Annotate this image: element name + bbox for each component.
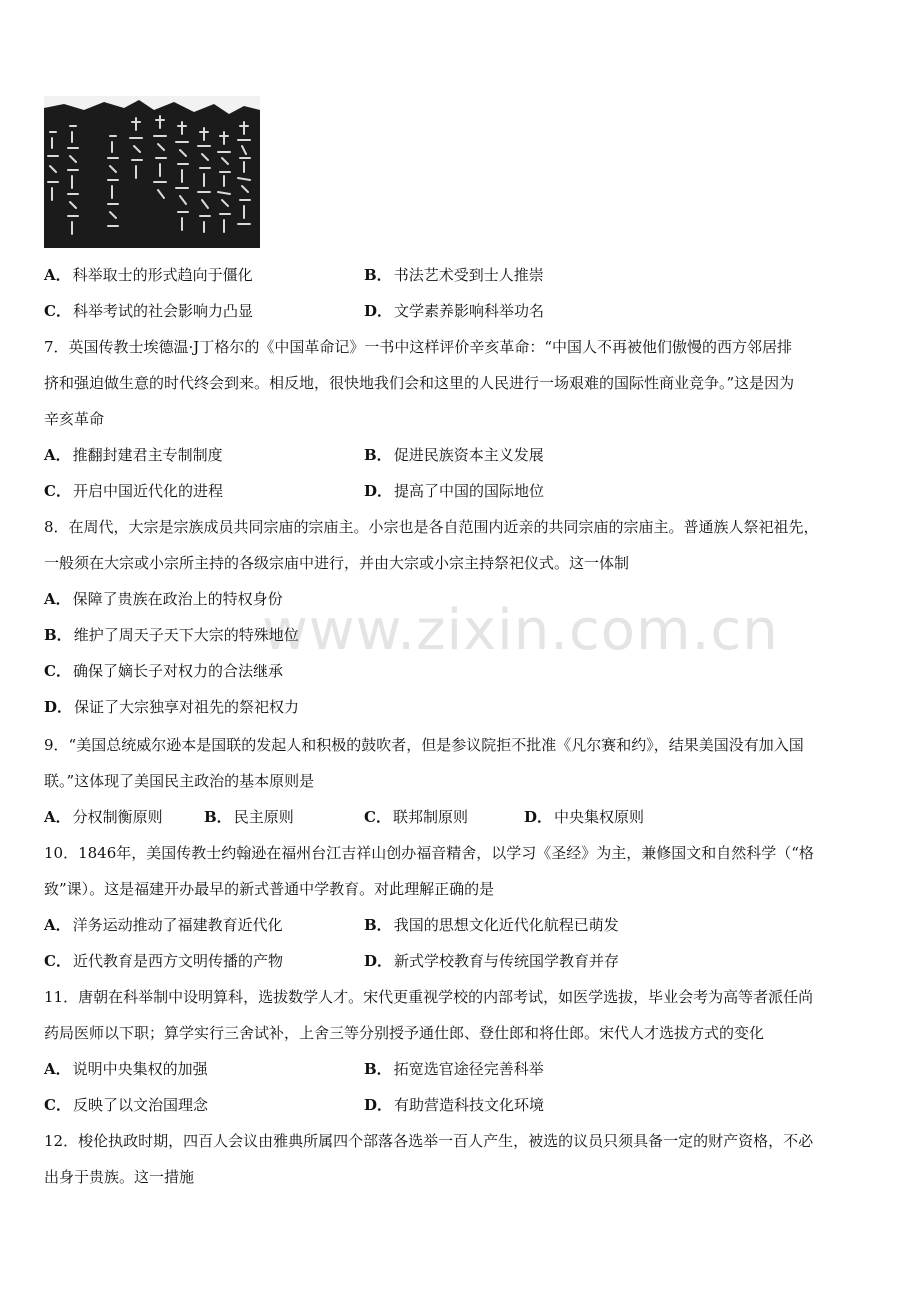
option-text: 科举取士的形式趋向于僵化 (72, 266, 253, 284)
option-c[interactable]: C． 确保了嫡长子对权力的合法继承 (44, 662, 283, 680)
option-b[interactable]: B． 拓宽选官途径完善科举 (364, 1060, 544, 1078)
question-10-line-1: 10．1846年，美国传教士约翰逊在福州台江吉祥山创办福音精舍，以学习《圣经》为主，兼修国文和自然科学（“格 (44, 844, 814, 862)
option-d[interactable]: D． 保证了大宗独享对祖先的祭祀权力 (44, 698, 300, 716)
question-7-line-1: 7．英国传教士埃德温·J丁格尔的《中国革命记》一书中这样评价辛亥革命：“中国人不再被他们傲慢的西方邻居排 (44, 338, 792, 356)
question-8-line-1: 8．在周代，大宗是宗族成员共同宗庙的宗庙主。小宗也是各自范围内近亲的共同宗庙的宗庙主。普通族人祭祀祖先， (44, 518, 819, 536)
option-a[interactable]: A． 推翻封建君主专制制度 (44, 446, 223, 464)
option-d[interactable]: D． 提高了中国的国际地位 (364, 482, 545, 500)
question-12-line-1: 12．梭伦执政时期，四百人会议由雅典所属四个部落各选举一百人产生，被选的议员只须具备一定的财产资格，不必 (44, 1132, 814, 1150)
question-9-line-1: 9．“美国总统威尔逊本是国联的发起人和积极的鼓吹者，但是参议院拒不批准《凡尔赛和约》，结果美国没有加入国 (44, 736, 804, 754)
option-b[interactable]: B． 我国的思想文化近代化航程已萌发 (364, 916, 619, 934)
option-a[interactable]: A． 分权制衡原则 (44, 808, 163, 826)
question-11-line-1: 11．唐朝在科举制中设明算科，选拔数学人才。宋代更重视学校的内部考试，如医学选拔，毕业会考为高等者派任尚 (44, 988, 814, 1006)
option-c[interactable]: C． 联邦制原则 (364, 808, 468, 826)
question-12-line-2: 出身于贵族。这一措施 (44, 1168, 195, 1186)
calligraphy-inscription-image (44, 96, 260, 248)
option-c[interactable]: C． 反映了以文治国理念 (44, 1096, 208, 1114)
option-b[interactable]: B． 促进民族资本主义发展 (364, 446, 544, 464)
option-a[interactable]: A． 说明中央集权的加强 (44, 1060, 208, 1078)
option-d[interactable]: D． 新式学校教育与传统国学教育并存 (364, 952, 620, 970)
option-d[interactable]: D． 中央集权原则 (524, 808, 645, 826)
question-10-line-2: 致”课）。这是福建开办最早的新式普通中学教育。对此理解正确的是 (44, 880, 495, 898)
question-8-line-2: 一般须在大宗或小宗所主持的各级宗庙中进行，并由大宗或小宗主持祭祀仪式。这一体制 (44, 554, 630, 572)
question-9-line-2: 联。”这体现了美国民主政治的基本原则是 (44, 772, 315, 790)
option-c[interactable]: C． 近代教育是西方文明传播的产物 (44, 952, 283, 970)
option-a[interactable]: A． 科举取士的形式趋向于僵化 (44, 266, 253, 284)
question-11-line-2: 药局医师以下职；算学实行三舍试补，上舍三等分别授予通仕郎、登仕郎和将仕郎。宋代人才选拔方式的变化 (44, 1024, 765, 1042)
option-text: 书法艺术受到士人推崇 (393, 266, 544, 284)
question-7-line-3: 辛亥革命 (44, 410, 105, 428)
option-b[interactable]: B． 民主原则 (204, 808, 294, 826)
option-b[interactable]: B． 书法艺术受到士人推崇 (364, 266, 544, 284)
option-text: 文学素养影响科举功名 (394, 302, 545, 320)
option-a[interactable]: A． 保障了贵族在政治上的特权身份 (44, 590, 283, 608)
question-7-line-2: 挤和强迫做生意的时代终会到来。相反地，很快地我们会和这里的人民进行一场艰难的国际性商业竞争。”这是因为 (44, 374, 795, 392)
option-b[interactable]: B． 维护了周天子天下大宗的特殊地位 (44, 626, 299, 644)
watermark: www.zixin.com.cn (262, 598, 779, 663)
option-a[interactable]: A． 洋务运动推动了福建教育近代化 (44, 916, 283, 934)
option-d[interactable]: D． 文学素养影响科举功名 (364, 302, 545, 320)
option-text: 科举考试的社会影响力凸显 (72, 302, 253, 320)
option-d[interactable]: D． 有助营造科技文化环境 (364, 1096, 545, 1114)
option-c[interactable]: C． 科举考试的社会影响力凸显 (44, 302, 253, 320)
option-c[interactable]: C． 开启中国近代化的进程 (44, 482, 223, 500)
